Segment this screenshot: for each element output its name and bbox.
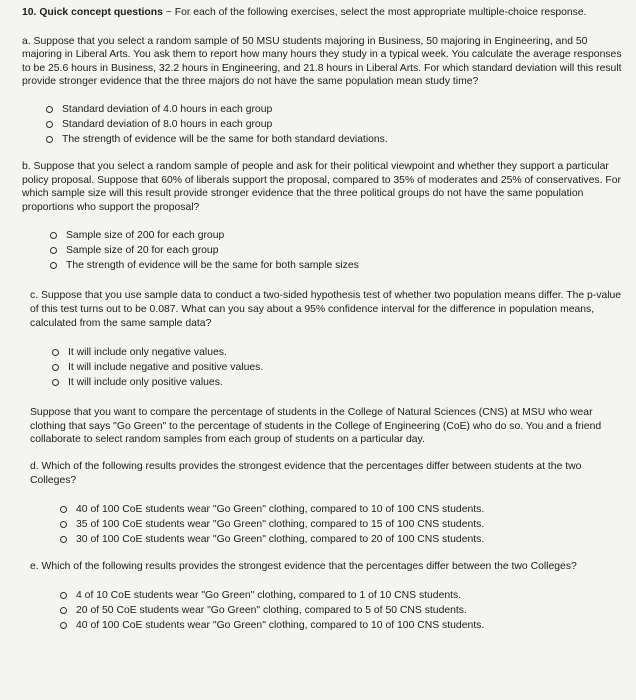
part-d-option-3[interactable] [60, 532, 628, 547]
radio-circle-icon[interactable] [46, 136, 53, 143]
part-d-option-2[interactable] [60, 517, 628, 532]
radio-circle-icon[interactable] [60, 536, 67, 543]
part-a-options [46, 102, 628, 147]
option-label: 40 of 100 CoE students wear "Go Green" clothing, compared to 10 of 100 CNS students. [76, 619, 485, 631]
option-label: The strength of evidence will be the same for both sample sizes [66, 260, 359, 272]
radio-circle-icon[interactable] [60, 506, 67, 513]
part-a-prompt: a. Suppose that you select a random sample of 50 MSU students majoring in Business, 50 majoring in Engineering, and 50 majoring in Liberal Arts. You ask them to report how many hours they study in a typical week. You calculate the average responses to be 25.6 hours in Business, 32.2 hours in Engineering, and 21.8 hours in Liberal Arts. For which standard deviation will this result provide stronger evidence that the three majors do not have the same population mean study time? [22, 35, 622, 88]
part-e-option-2[interactable] [60, 603, 628, 618]
part-d-prompt: d. Which of the following results provides the strongest evidence that the percentages differ between students at the two Colleges? [30, 460, 582, 486]
part-b-option-3[interactable] [50, 258, 628, 273]
question-header [22, 6, 628, 20]
part-b-option-2[interactable] [50, 243, 628, 258]
question-title: 10. Quick concept questions [22, 7, 163, 18]
radio-circle-icon[interactable] [50, 232, 57, 239]
part-e-option-3[interactable] [60, 618, 628, 633]
option-label: 20 of 50 CoE students wear "Go Green" clothing, compared to 5 of 50 CNS students. [76, 604, 467, 616]
part-e-prompt: e. Which of the following results provides the strongest evidence that the percentages differ between the two Colleges? [30, 561, 577, 573]
part-a-option-1[interactable] [46, 102, 628, 117]
option-label: It will include negative and positive values. [68, 362, 264, 374]
part-c-option-2[interactable] [52, 360, 628, 375]
radio-circle-icon[interactable] [46, 106, 53, 113]
radio-circle-icon[interactable] [60, 607, 67, 614]
radio-circle-icon[interactable] [52, 349, 59, 356]
part-d-option-1[interactable] [60, 502, 628, 517]
question-instruction: For each of the following exercises, select the most appropriate multiple-choice response. [174, 7, 587, 18]
option-label: It will include only positive values. [68, 377, 223, 389]
option-label: Sample size of 200 for each group [66, 230, 225, 242]
radio-circle-icon[interactable] [50, 262, 57, 269]
part-c-prompt: c. Suppose that you use sample data to conduct a two-sided hypothesis test of whether two population means differ. The p-value of this test turns out to be 0.087. What can you say about a 95% confidence interval for the difference in population means, calculated from the same sample data? [30, 290, 622, 329]
question-dash: ~ [162, 7, 175, 18]
radio-circle-icon[interactable] [46, 121, 53, 128]
part-b-prompt: b. Suppose that you select a random sample of people and ask for their political viewpoint and whether they support a particular policy proposal. Suppose that 60% of liberals support the proposal, compared to 35% of moderates and 25% of conservatives. For which sample size will this result provide stronger evidence that the three political groups do not have the same population proportions who support the proposal? [22, 160, 621, 213]
part-b-option-1[interactable] [50, 228, 628, 243]
option-label: 35 of 100 CoE students wear "Go Green" clothing, compared to 15 of 100 CNS students. [76, 519, 485, 531]
option-label: 30 of 100 CoE students wear "Go Green" clothing, compared to 20 of 100 CNS students. [76, 534, 485, 546]
option-label: 40 of 100 CoE students wear "Go Green" clothing, compared to 10 of 100 CNS students. [76, 504, 485, 516]
option-label: It will include only negative values. [68, 347, 227, 359]
part-c-option-1[interactable] [52, 345, 628, 360]
part-e-options [60, 588, 628, 633]
radio-circle-icon[interactable] [52, 364, 59, 371]
radio-circle-icon[interactable] [60, 622, 67, 629]
radio-circle-icon[interactable] [60, 592, 67, 599]
part-b-options [50, 228, 628, 273]
part-e-option-1[interactable] [60, 588, 628, 603]
part-c-options [52, 345, 628, 390]
option-label: Sample size of 20 for each group [66, 245, 219, 257]
part-d-options [60, 502, 628, 547]
radio-circle-icon[interactable] [60, 521, 67, 528]
scenario-text: Suppose that you want to compare the percentage of students in the College of Natural Sciences (CNS) at MSU who wear clothing that says "Go Green" to the percentage of students in the College of Engineering (CoE) who do so. You and a friend collaborate to select random samples from each group of students on a particular day. [30, 407, 602, 446]
option-label: Standard deviation of 4.0 hours in each group [62, 103, 273, 115]
option-label: The strength of evidence will be the same for both standard deviations. [62, 133, 388, 145]
option-label: 4 of 10 CoE students wear "Go Green" clothing, compared to 1 of 10 CNS students. [76, 589, 462, 601]
option-label: Standard deviation of 8.0 hours in each group [62, 118, 273, 130]
radio-circle-icon[interactable] [52, 379, 59, 386]
part-a-option-3[interactable] [46, 132, 628, 147]
part-a-option-2[interactable] [46, 117, 628, 132]
part-c-option-3[interactable] [52, 375, 628, 390]
radio-circle-icon[interactable] [50, 247, 57, 254]
